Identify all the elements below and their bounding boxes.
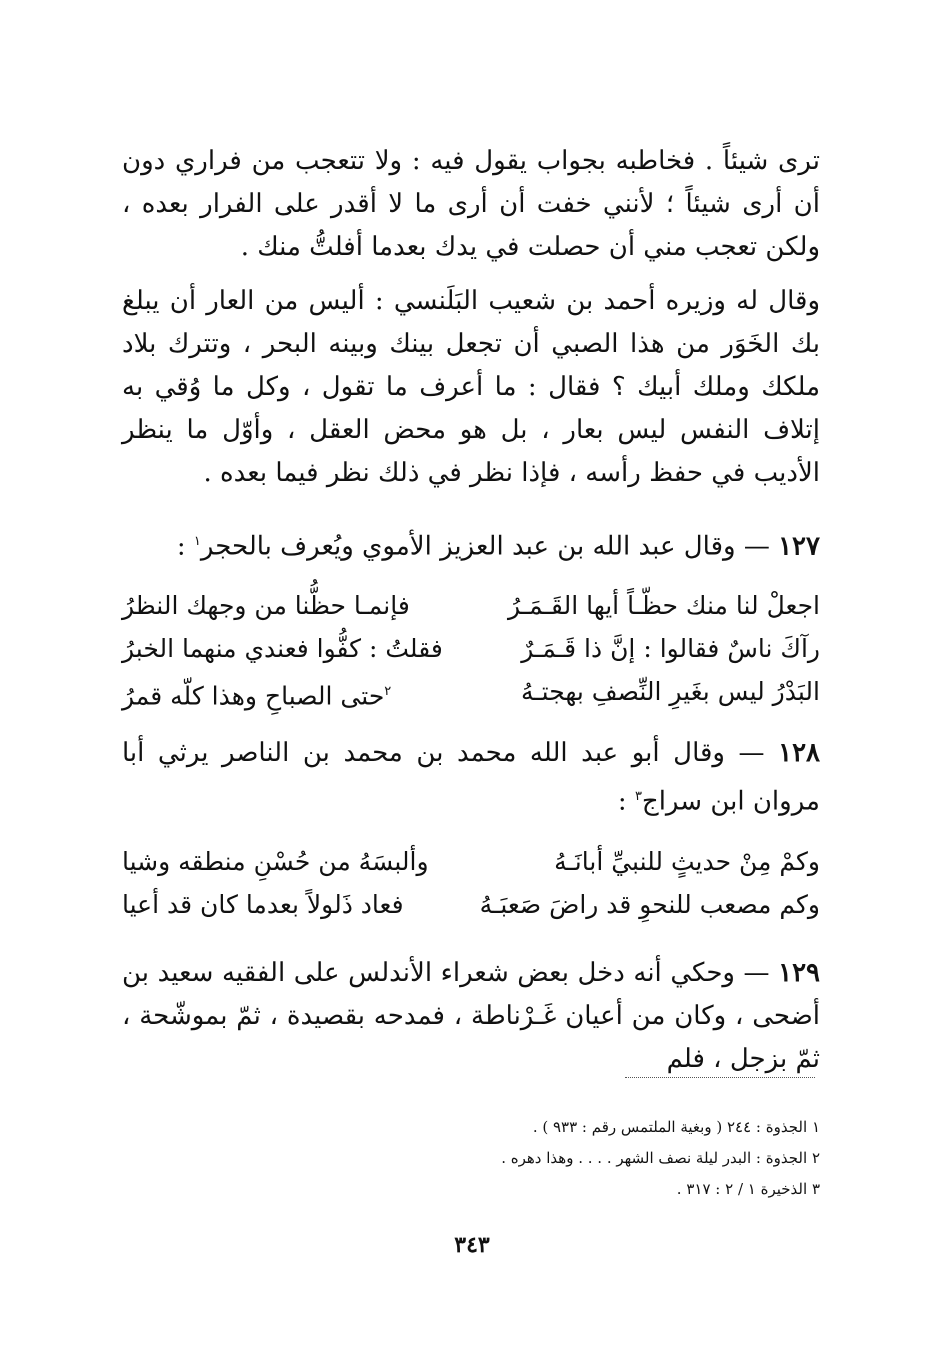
entry-128-heading (122, 732, 820, 824)
entry-127-heading (122, 520, 820, 569)
footnote-marker: ٢ (811, 1149, 820, 1167)
entry-number: ١٢٩ (778, 958, 821, 988)
verse-line (122, 627, 820, 670)
footnote-text: الجذوة : ٢٤٤ ( وبغية الملتمس رقم : ٩٣٣ ) . (532, 1118, 808, 1136)
verse-line (122, 584, 820, 627)
verse-text: حتى الصباحِ وهذا كلّه قمرُ (122, 681, 385, 711)
verse-line (122, 840, 820, 883)
verse-first-hemistich: اجعلْ لنا منك حظّـاً أيها القَـمَـرُ (508, 591, 820, 620)
footnote-item (360, 1112, 820, 1143)
page-number: ٣٤٣ (454, 1232, 490, 1258)
entry-intro: — وقال عبد الله بن عبد العزيز الأموي ويُعرف بالحجر (200, 531, 770, 562)
footnote-text: الذخيرة ١ / ٢ : ٣١٧ . (676, 1180, 808, 1198)
footnote-marker: ١ (811, 1118, 820, 1136)
footnote-ref: ١ (193, 534, 201, 549)
footnote-marker: ٣ (811, 1180, 820, 1198)
footnote-divider (625, 1077, 815, 1078)
verse-second-hemistich: وألبسَهُ من حُسْنِ منطقه وشيا (122, 847, 429, 876)
poem-127 (122, 584, 820, 713)
verse-first-hemistich: وكمْ مِنْ حديثٍ للنبيِّ أبانَـهُ (554, 847, 820, 876)
verse-second-hemistich (122, 670, 391, 713)
verse-second-hemistich: فقلتُ : كفُّوا فعندي منهما الخبرُ (122, 634, 443, 663)
entry-intro: — وقال أبو عبد الله محمد بن محمد بن الناصر يرثي أبا مروان ابن سراج (122, 738, 820, 817)
poem-128 (122, 840, 820, 926)
verse-second-hemistich: فعاد ذَلولاً بعدما كان قد أعيا (122, 890, 404, 919)
entry-number: ١٢٧ (778, 531, 820, 562)
verse-first-hemistich: رآكَ ناسٌ فقالوا : إنَّ ذا قَـمَـرٌ (521, 634, 820, 663)
entry-129-heading (122, 952, 820, 1081)
entry-colon: : (176, 531, 194, 562)
verse-second-hemistich: فإنمـا حظُّنا من وجهك النظرُ (122, 591, 410, 620)
verse-first-hemistich: البَدْرُ ليس بغَيرِ النِّصفِ بهجتـهُ (520, 677, 820, 706)
footnote-ref: ٢ (384, 684, 392, 699)
verse-line (122, 883, 820, 926)
verse-line (122, 670, 820, 713)
paragraph-continuation: ترى شيئاً . فخاطبه بجواب يقول فيه : ولا تتعجب من فراري دون أن أرى شيئاً ؛ لأنني خفت أن أرى ما لا أقدر على الفرار بعده ، ولكن تعجب مني أن حصلت في يدك بعدما أفلتُّ منك . (122, 146, 820, 262)
footnote-item (360, 1174, 820, 1205)
entry-intro: — وحكي أنه دخل بعض شعراء الأندلس على الفقيه سعيد بن أضحى ، وكان من أعيان غَـرْناطة ، فمدحه بقصيدة ، ثمّ بموشّحة ، ثمّ بزجل ، فلم (122, 958, 820, 1074)
paragraph-vizier-dialogue: وقال له وزيره أحمد بن شعيب البَلَنسي : أليس من العار أن يبلغ بك الخَوَر من هذا الصبي أن تجعل بينك وبينه البحر ، وتترك بلاد ملكك وملك أبيك ؟ فقال : ما أعرف ما تقول ، وكل ما وُقي به إتلاف النفس ليس بعار ، بل هو محض العقل ، وأوّل ما ينظر الأديب في حفظ رأسه ، فإذا نظر في ذلك نظر فيما بعده . (122, 286, 820, 488)
entry-number: ١٢٨ (778, 738, 821, 768)
footnotes (360, 1112, 820, 1205)
footnote-text: الجذوة : البدر ليلة نصف الشهر . . . . وهذا دهره . (501, 1149, 808, 1167)
footnote-item (360, 1143, 820, 1174)
entry-colon: : (617, 786, 635, 817)
footnote-ref: ٣ (634, 789, 642, 804)
verse-first-hemistich: وكم مصعب للنحوِ قد راضَ صَعبَـهُ (479, 890, 820, 919)
